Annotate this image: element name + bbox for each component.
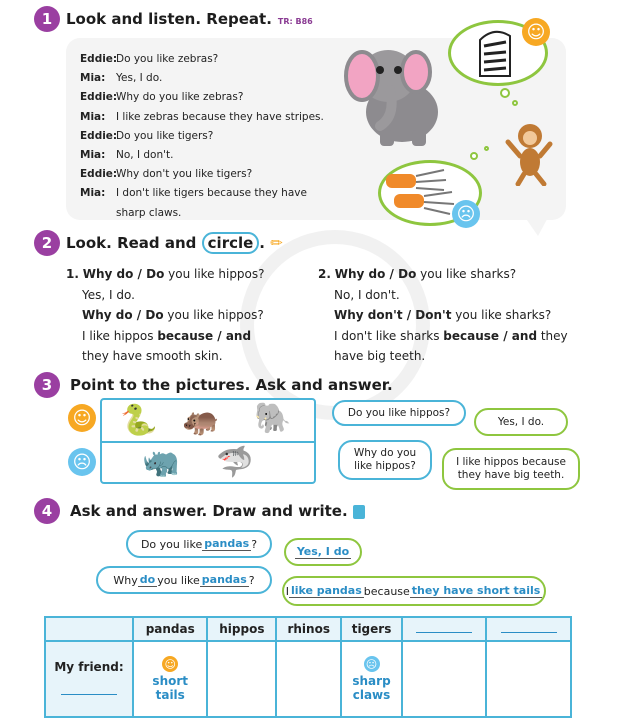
pill-text: Do you like xyxy=(140,537,203,551)
section-number-3: 3 xyxy=(34,372,60,398)
q1-number: 1. xyxy=(66,267,79,281)
speech-bubble-answer: Yes, I do. xyxy=(474,408,568,436)
title-text: Look and listen. Repeat. xyxy=(66,10,272,28)
q1-line-2: Yes, I do. xyxy=(82,287,135,302)
answer-line: sharp xyxy=(352,674,391,688)
row-label: My friend: xyxy=(54,660,124,674)
header-blank[interactable] xyxy=(402,617,487,641)
header-cell: rhinos xyxy=(276,617,341,641)
table-cell[interactable] xyxy=(486,641,571,717)
q2-number: 2. xyxy=(318,267,331,281)
q2-text: they xyxy=(537,328,568,343)
line: Why don't you like tigers? xyxy=(116,168,253,181)
dialogue-line xyxy=(80,108,340,127)
dialogue-line xyxy=(80,88,340,107)
q1-line-3 xyxy=(66,305,326,326)
dialogue-line xyxy=(80,165,340,184)
sad-face-icon: ☹ xyxy=(68,448,96,476)
q1-line-5: they have smooth skin. xyxy=(82,349,223,363)
pill-text: ? xyxy=(248,573,255,587)
bubble-line: they have big teeth. xyxy=(457,469,565,481)
table-divider xyxy=(102,441,314,443)
table-cell[interactable] xyxy=(341,641,402,717)
table-cell[interactable] xyxy=(402,641,487,717)
pill-answer-2 xyxy=(282,576,546,606)
speaker: Mia: xyxy=(80,187,106,200)
q2-choice[interactable]: because / and xyxy=(443,328,538,343)
table-cell[interactable] xyxy=(207,641,276,717)
dialogue-line xyxy=(80,127,340,146)
friend-chart-table xyxy=(44,616,572,718)
q1-choice[interactable]: Why do / Do xyxy=(82,308,164,322)
dialogue xyxy=(80,50,340,223)
speaker: Mia: xyxy=(80,149,106,162)
line: Why do you like zebras? xyxy=(116,91,244,104)
header-cell: pandas xyxy=(133,617,207,641)
thought-dot xyxy=(500,88,510,98)
pill-text: you like xyxy=(157,573,200,587)
section-title-1 xyxy=(66,10,313,28)
speaker: Mia: xyxy=(80,110,106,123)
speech-bubble-because xyxy=(442,448,580,490)
track-label: TR: B86 xyxy=(277,17,313,26)
pill-text: Why xyxy=(113,573,138,587)
answer-line: tails xyxy=(155,688,185,702)
blank-answer[interactable]: they have short tails xyxy=(411,584,541,597)
hippo-icon[interactable]: 🦛 xyxy=(182,403,220,438)
line: sharp claws. xyxy=(116,206,182,219)
write-line[interactable] xyxy=(501,632,557,633)
speaker: Eddie: xyxy=(80,91,118,104)
section-title-4 xyxy=(70,502,365,520)
title-text: Look. Read and xyxy=(66,234,197,252)
pencil-icon: ✏ xyxy=(270,234,283,252)
line: Yes, I do. xyxy=(116,72,163,85)
pill-question-1 xyxy=(126,530,272,558)
dialogue-line xyxy=(80,146,340,165)
question-2 xyxy=(318,264,618,367)
title-period: . xyxy=(259,234,265,252)
q1-text: you like hippos? xyxy=(164,267,265,281)
q2-choice[interactable]: Why do / Do xyxy=(334,267,417,281)
blank-answer[interactable]: do xyxy=(139,573,156,586)
bubble-line: Why do you xyxy=(353,447,417,459)
thought-dot xyxy=(484,146,489,151)
pill-text: ? xyxy=(251,537,258,551)
q2-line-2: No, I don't. xyxy=(334,287,400,302)
bubble-line: like hippos? xyxy=(354,460,416,472)
q1-choice[interactable]: because / and xyxy=(157,328,252,343)
speech-bubble-question: Do you like hippos? xyxy=(332,400,466,426)
blank-answer[interactable]: pandas xyxy=(201,573,247,586)
q1-line-1 xyxy=(66,264,326,285)
line: I don't like tigers because they have xyxy=(116,187,307,200)
header-cell: tigers xyxy=(341,617,402,641)
section-number-2: 2 xyxy=(34,230,60,256)
dialogue-line xyxy=(80,184,340,203)
q2-text: you like sharks? xyxy=(416,267,517,281)
thought-dot xyxy=(512,100,518,106)
circle-word: circle xyxy=(202,232,260,254)
animal-picture-table xyxy=(100,398,316,484)
pill-text: I xyxy=(285,584,289,598)
pill-question-2 xyxy=(96,566,272,594)
snake-icon[interactable]: 🐍 xyxy=(120,403,158,438)
happy-face-icon: ☺ xyxy=(162,656,178,672)
speech-bubble-why xyxy=(338,440,432,480)
q1-text: you like hippos? xyxy=(163,308,264,322)
line: No, I don't. xyxy=(116,149,174,162)
write-line[interactable] xyxy=(61,694,117,695)
q1-text: I like hippos xyxy=(82,328,158,343)
dialogue-line xyxy=(80,204,340,223)
shark-icon[interactable]: 🦈 xyxy=(216,445,254,480)
speaker: Eddie: xyxy=(80,168,118,181)
speaker xyxy=(80,204,116,223)
pill-text: because xyxy=(363,584,410,598)
sad-face-icon: ☹ xyxy=(364,656,380,672)
dialogue-line xyxy=(80,69,340,88)
thought-dot xyxy=(470,152,478,160)
section-number-1: 1 xyxy=(34,6,60,32)
happy-face-icon: ☺ xyxy=(68,404,96,432)
row-label-cell xyxy=(45,641,133,717)
answer-line: claws xyxy=(352,688,391,702)
q2-line-4 xyxy=(318,326,618,347)
elephant-icon[interactable]: 🐘 xyxy=(254,401,292,436)
zebra-icon xyxy=(470,26,518,82)
dialogue-line xyxy=(80,50,340,69)
line: I like zebras because they have stripes. xyxy=(116,110,324,123)
speaker: Eddie: xyxy=(80,129,118,142)
sad-face-icon: ☹ xyxy=(452,200,480,228)
rhino-icon[interactable]: 🦏 xyxy=(142,445,180,480)
blank-answer[interactable]: pandas xyxy=(204,537,250,550)
speaker: Eddie: xyxy=(80,53,118,65)
write-line[interactable] xyxy=(416,632,472,633)
q2-choice[interactable]: Why don't / Don't xyxy=(334,308,452,322)
q2-line-1 xyxy=(318,264,618,285)
line: Do you like zebras? xyxy=(116,53,219,65)
line: Do you like tigers? xyxy=(116,129,214,142)
q2-line-3 xyxy=(318,305,618,326)
header-cell: hippos xyxy=(207,617,276,641)
section-title-2 xyxy=(66,234,283,252)
table-cell[interactable] xyxy=(133,641,207,717)
q1-line-4 xyxy=(66,326,326,347)
notebook-icon xyxy=(353,505,365,519)
speaker: Mia: xyxy=(80,72,106,85)
table-row xyxy=(45,641,571,717)
section-number-4: 4 xyxy=(34,498,60,524)
title-text: Ask and answer. Draw and write. xyxy=(70,502,348,520)
q1-choice[interactable]: Why do / Do xyxy=(82,267,165,281)
table-cell[interactable] xyxy=(276,641,341,717)
section-title-3: Point to the pictures. Ask and answer. xyxy=(70,376,393,394)
blank-answer[interactable]: like pandas xyxy=(290,584,362,597)
q2-text: I don't like sharks xyxy=(334,328,444,343)
dialogue-panel-tail xyxy=(520,210,552,236)
q2-text: you like sharks? xyxy=(451,308,552,322)
answer-line: short xyxy=(152,674,189,688)
elephant-illustration xyxy=(340,30,450,150)
happy-face-icon: ☺ xyxy=(522,18,550,46)
q2-line-5: have big teeth. xyxy=(334,349,426,363)
blank-answer[interactable]: Yes, I do xyxy=(296,545,350,558)
pill-answer-1 xyxy=(284,538,362,566)
header-empty xyxy=(45,617,133,641)
question-1 xyxy=(66,264,326,367)
monkey-illustration xyxy=(504,120,554,186)
table-header-row xyxy=(45,617,571,641)
header-blank[interactable] xyxy=(486,617,571,641)
bubble-line: I like hippos because xyxy=(456,456,566,468)
